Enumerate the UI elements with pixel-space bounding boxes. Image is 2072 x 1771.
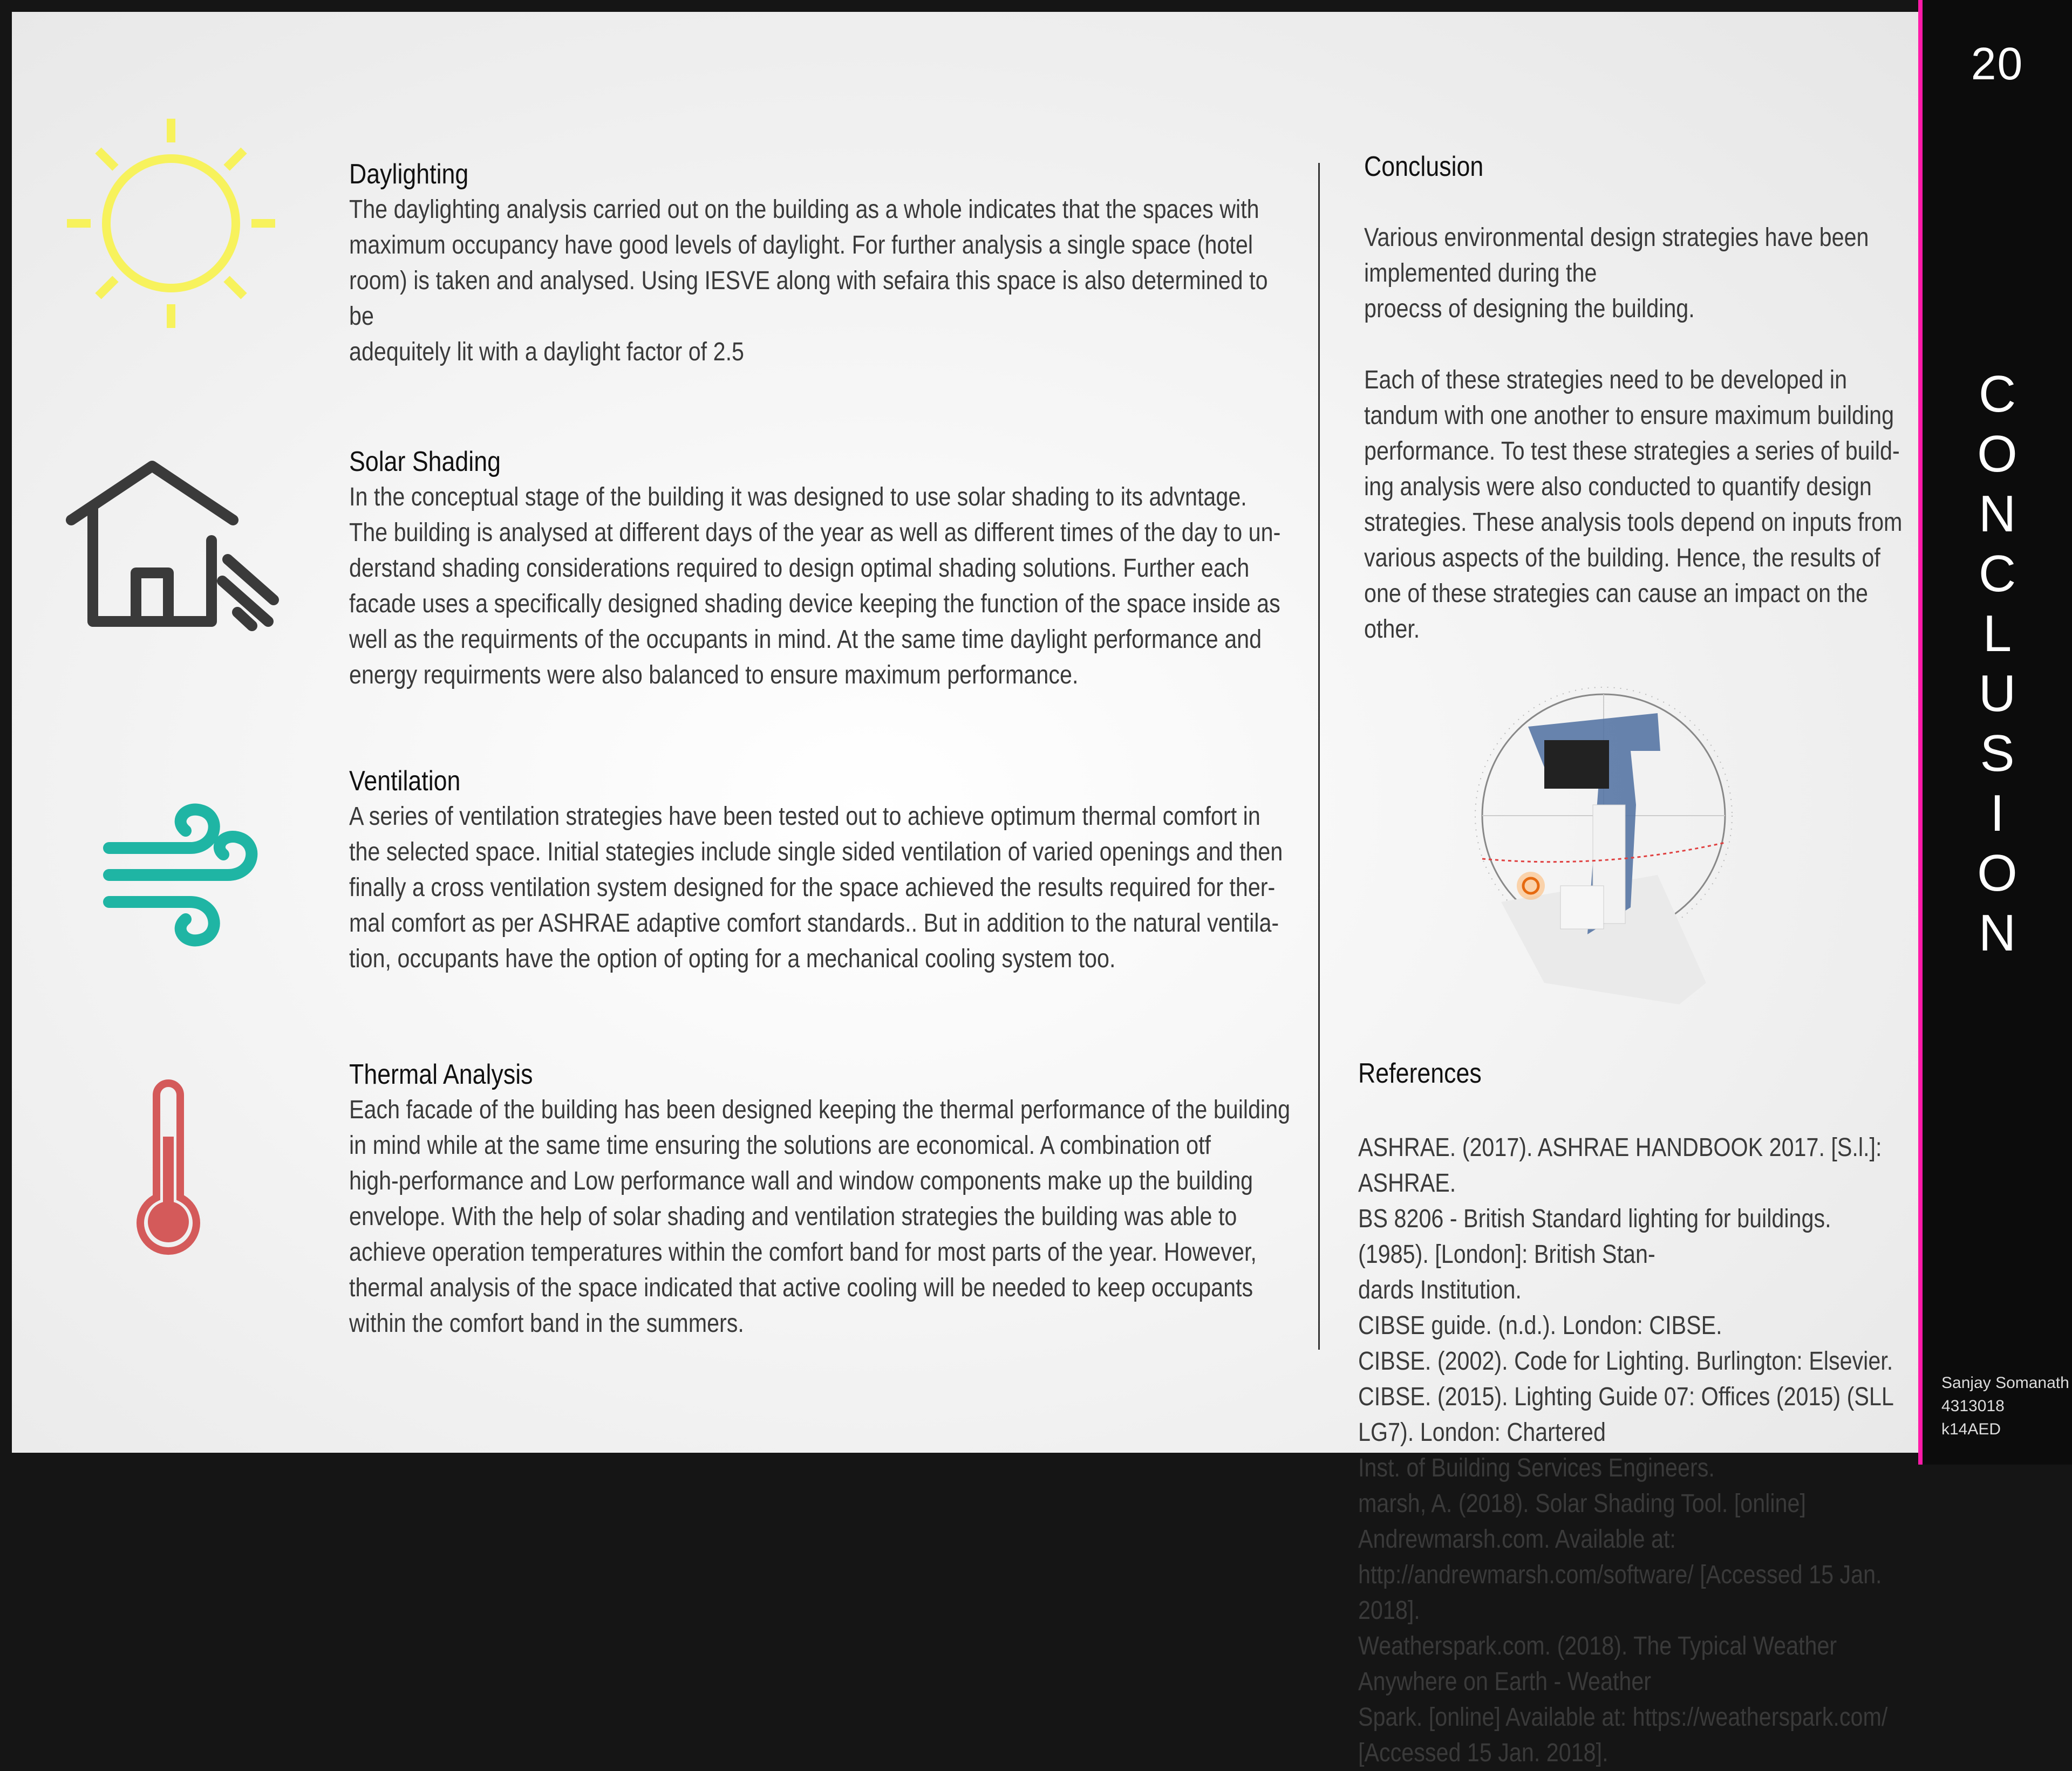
title-letter: C xyxy=(1978,545,2016,603)
references-heading: References xyxy=(1358,1058,1482,1089)
house-shading-icon xyxy=(66,460,292,638)
title-letter: S xyxy=(1980,724,2015,782)
title-letter: N xyxy=(1978,485,2016,543)
title-letter: I xyxy=(1990,784,2005,842)
content-panel xyxy=(12,12,1918,1767)
page-title xyxy=(1923,364,2072,963)
conclusion-heading: Conclusion xyxy=(1364,151,1484,182)
thermal-analysis-section xyxy=(349,1057,1291,1342)
daylighting-body: The daylighting analysis carried out on the building as a whole indicates that the spaces with maximum occupancy have good levels of daylight. For further analysis a single space (hotel room) is taken and analysed. Using IESVE along with sefaira this space is also determined to be adequitely lit with a daylight factor of 2.5 xyxy=(349,195,1268,366)
solar-shading-section xyxy=(349,444,1291,693)
sun-path-diagram xyxy=(1469,681,1739,1015)
daylighting-section xyxy=(349,156,1291,370)
thermometer-icon xyxy=(125,1085,212,1263)
thermal-analysis-heading: Thermal Analysis xyxy=(349,1059,533,1090)
title-letter: O xyxy=(1977,844,2018,902)
page-number: 20 xyxy=(1971,38,2024,89)
author-name: Sanjay Somanath xyxy=(1941,1374,2069,1392)
references-section xyxy=(1358,1056,1930,1771)
sun-icon xyxy=(60,104,282,336)
title-letter: N xyxy=(1978,904,2016,962)
student-id: 4313018 xyxy=(1941,1397,2005,1415)
title-letter: U xyxy=(1978,665,2016,722)
title-letter: L xyxy=(1982,605,2012,662)
column-divider xyxy=(1318,163,1320,1350)
sidebar xyxy=(1923,0,2072,1465)
conclusion-body: Various environmental design strategies have been implemented during the proecss of designing the building. Each of these strategies need to be developed in tandum with one another to ensure maximum building performance. To test these strategies a series of build- ing analysis were also conducted to quantify design strategies. These analysis tools depend on inputs from various aspects of the building. Hence, the results of one of these strategies can cause an impact on the other. xyxy=(1364,223,1903,644)
solar-shading-body: In the conceptual stage of the building it was designed to use solar shading to its advntage. The building is analysed at different days of the year as well as different times of the day to un- derstand shading considerations required to design optimal shading solutions. Further each facade uses a specifically designed shading device keeping the function of the space inside as well as the requirments of the occupants in mind. At the same time daylight performance and energy requirments were also balanced to ensure maximum performance. xyxy=(349,483,1281,689)
ventilation-heading: Ventilation xyxy=(349,765,461,797)
title-letter: C xyxy=(1978,365,2016,423)
ventilation-section xyxy=(349,763,1291,977)
thermal-analysis-body: Each facade of the building has been designed keeping the thermal performance of the building in mind while at the same time ensuring the solutions are economical. A combination otf high-performance and Low performance wall and window components make up the building envelope. With the help of solar shading and ventilation strategies the building was able to achieve operation temperatures within the comfort band for most parts of the year. However, thermal analysis of the space indicated that active cooling will be needed to keep occupants within the comfort band in the summers. xyxy=(349,1096,1291,1338)
solar-shading-heading: Solar Shading xyxy=(349,446,501,477)
wind-icon xyxy=(93,789,265,961)
ventilation-body: A series of ventilation strategies have been tested out to achieve optimum thermal comfort in the selected space. Initial stategies include single sided ventilation of varied openings and then finally a cross ventilation system designed for the space achieved the results required for ther- mal comfort as per ASHRAE adaptive comfort standards.. But in addition to the natural ventila- tion, occupants have the option of opting for a mechanical cooling system too. xyxy=(349,802,1283,973)
conclusion-section xyxy=(1364,149,1936,647)
title-letter: O xyxy=(1977,425,2018,483)
module-code: k14AED xyxy=(1941,1420,2001,1438)
daylighting-heading: Daylighting xyxy=(349,159,469,190)
references-list: ASHRAE. (2017). ASHRAE HANDBOOK 2017. [S.l.]: ASHRAE. BS 8206 - British Standard lighting for buildings. (1985). [London]: British Stan- dards Institution. CIBSE guide. (n.d.). London: CIBSE. CIBSE. (2002). Code for Lighting. Burlington: Elsevier. CIBSE. (2015). Lighting Guide 07: Offices (2015) (SLL LG7). London: Chartered Inst. of Building Services Engineers. marsh, A. (2018). Solar Shading Tool. [online] Andrewmarsh.com. Available at: http://andrewmarsh.com/software/ [Accessed 15 Jan. 2018]. Weatherspark.com. (2018). The Typical Weather Anywhere on Earth - Weather Spark. [online] Available at: https://weatherspark.com/ [Accessed 15 Jan. 2018]. xyxy=(1358,1133,1893,1767)
author-block xyxy=(1941,1371,2069,1441)
accent-divider xyxy=(1918,0,1923,1465)
